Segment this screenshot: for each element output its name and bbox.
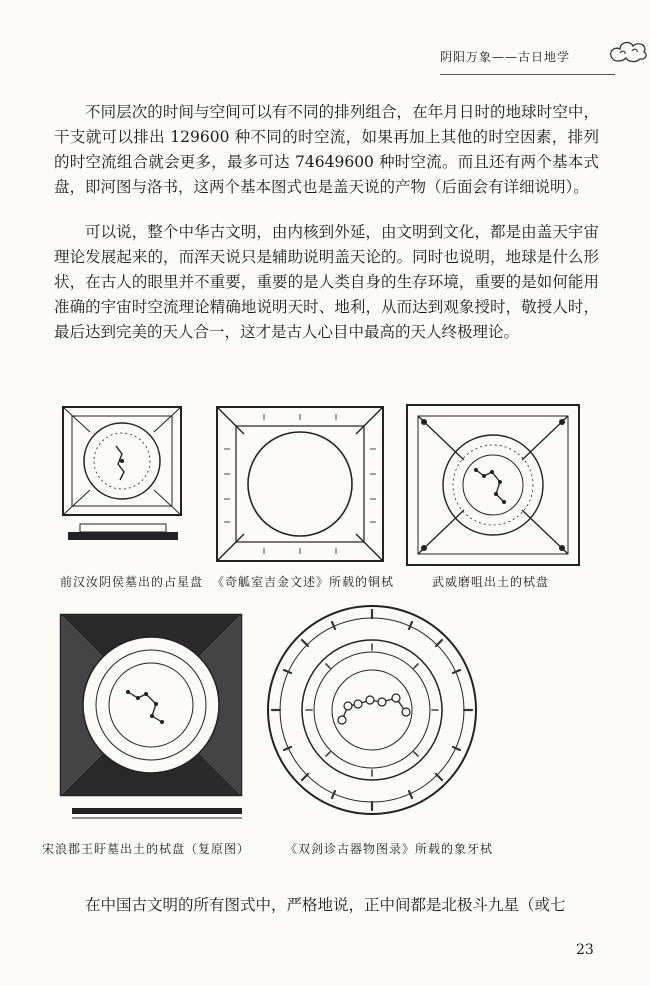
- running-header: [440, 48, 570, 65]
- figure-4-caption: 宋浪郡王盱墓出土的栻盘（复原图）: [42, 842, 251, 856]
- paragraph-3: 在中国古文明的所有图式中，严格地说，正中间都是北极斗九星（或七: [85, 896, 566, 914]
- figure-1-divination-plate: [60, 404, 185, 554]
- figure-2-caption: 《奇觚室吉金文述》所载的铜栻: [212, 575, 395, 589]
- page-number: 23: [576, 942, 594, 958]
- figure-5-caption: 《双剑诊古器物图录》所载的象牙栻: [285, 842, 494, 856]
- figure-5-ivory-shi: [262, 600, 482, 820]
- cloud-scroll-icon: [608, 38, 650, 64]
- figure-3-caption: 武威磨咀出土的栻盘: [432, 575, 550, 589]
- paragraph-1: 不同层次的时间与空间可以有不同的排列组合，在年月日时的地球时空中，干支就可以排出 129600 种不同的时空流，如果再加上其他的时空因素，排列的时空流组合就会更多，最多可达 74649600 种时空流。而且还有两个基本式盘，即河图与洛书，这两个基本图式也是盖天说的产物（后面会有详细说明）。: [54, 103, 599, 196]
- figure-4-reconstructed-plate: [58, 612, 248, 830]
- figure-2-bronze-shi: [214, 404, 386, 564]
- figure-1-caption: 前汉汝阴侯墓出的占星盘: [60, 575, 204, 589]
- paragraph-2: 可以说，整个中华古文明，由内核到外延，由文明到文化，都是由盖天宇宙理论发展起来的，而浑天说只是辅助说明盖天论的。同时也说明，地球是什么形状，在古人的眼里并不重要，重要的是人类自身的生存环境，重要的是如何能用准确的宇宙时空流理论精确地说明天时、地利，从而达到观象授时，敬授人时，最后达到完美的天人合一，这才是古人心目中最高的天人终极理论。: [54, 223, 599, 341]
- figure-3-wuwei-plate: [404, 402, 582, 568]
- header-rule: [440, 74, 615, 75]
- header-title: 阴阳万象——古日地学: [440, 50, 571, 64]
